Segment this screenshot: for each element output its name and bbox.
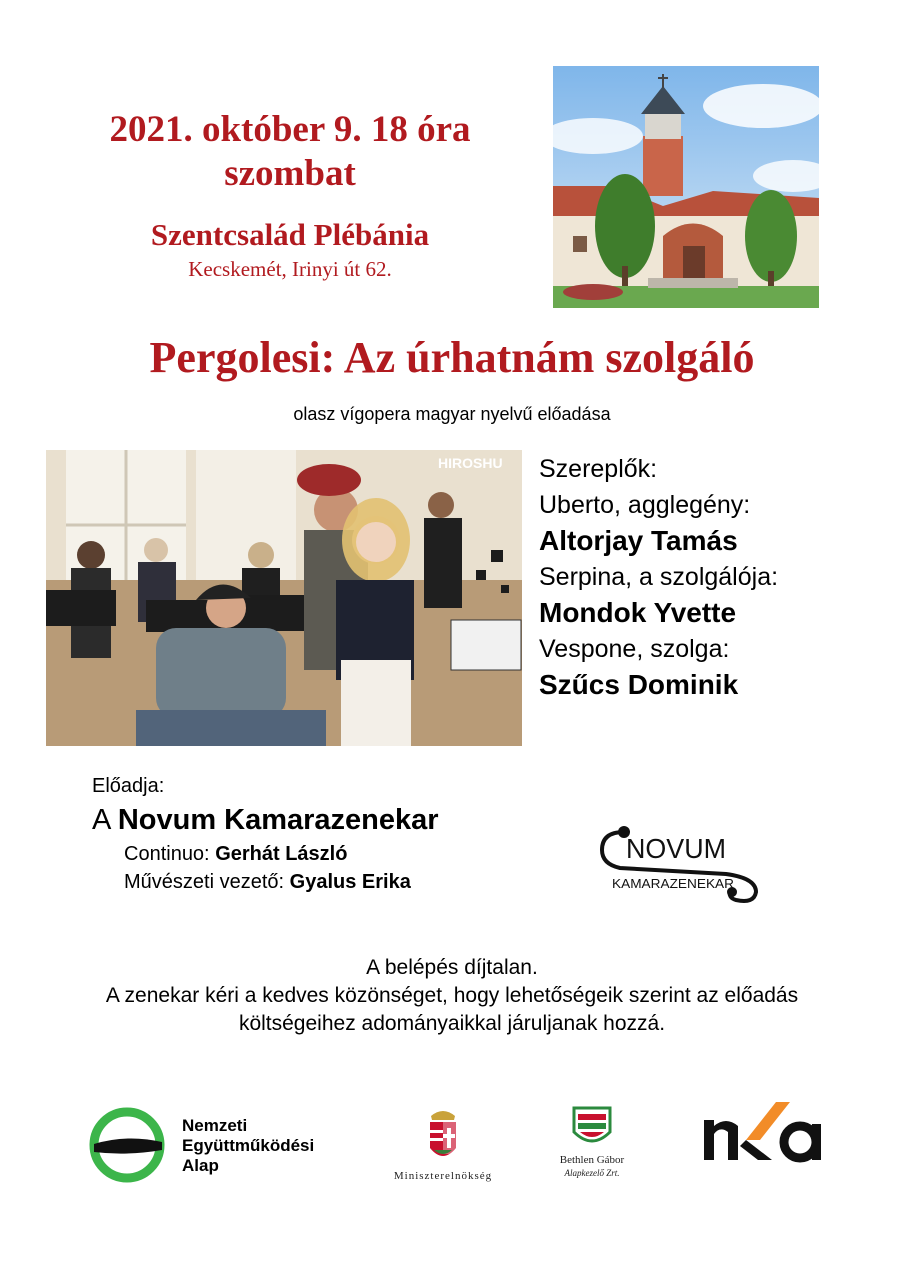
church-photo [553, 66, 819, 308]
performer-label: Előadja: [92, 775, 165, 797]
continuo-name: Gerhát László [215, 843, 348, 865]
cast-photo [46, 450, 522, 746]
nea-logo [88, 1106, 166, 1184]
novum-logo [596, 818, 768, 910]
cast-role: Serpina, a szolgálója: [539, 563, 779, 591]
cast-actor: Mondok Yvette [539, 597, 737, 628]
continuo-line [124, 840, 572, 868]
performer-section [92, 772, 572, 896]
continuo-label: Continuo: [124, 843, 210, 865]
event-date: 2021. október 9. 18 óra [109, 109, 471, 150]
admission-notice [0, 954, 904, 1038]
nka-logo [700, 1096, 830, 1170]
nea-name: Nemzeti Együttműködési Alap [182, 1116, 315, 1175]
cast-actor: Szűcs Dominik [539, 669, 739, 700]
bgaz-logo [546, 1104, 638, 1190]
government-logo [368, 1104, 518, 1186]
cast-actor: Altorjay Tamás [539, 525, 738, 556]
director-label: Művészeti vezető: [124, 871, 285, 893]
event-info [40, 108, 540, 284]
bgaz-name: Bethlen Gábor [559, 1154, 625, 1166]
government-label: Miniszterelnökség [393, 1170, 493, 1182]
notice-line: költségeihez adományaikkal járuljanak hozzá. [238, 1012, 666, 1035]
opera-subtitle: olasz vígopera magyar nyelvű előadása [293, 404, 611, 424]
event-address: Kecskemét, Irinyi út 62. [188, 257, 392, 281]
cast-list [539, 451, 879, 703]
event-venue: Szentcsalád Plébánia [150, 217, 430, 252]
ensemble-name: Novum Kamarazenekar [117, 804, 439, 836]
cast-role: Uberto, agglegény: [539, 491, 751, 519]
svg-text:NOVUM: NOVUM [626, 833, 726, 864]
cast-role: Vespone, szolga: [539, 635, 730, 663]
notice-line: A belépés díjtalan. [366, 956, 538, 979]
photo-watermark: HIROSHU [438, 455, 503, 471]
notice-line: A zenekar kéri a kedves közönséget, hogy lehetőségeik szerint az előadás [105, 984, 799, 1007]
event-day: szombat [224, 153, 356, 194]
director-line [124, 868, 572, 896]
cast-heading: Szereplők: [539, 455, 658, 483]
bgaz-subtitle: Alapkezelő Zrt. [564, 1168, 620, 1178]
svg-text:KAMARAZENEKAR: KAMARAZENEKAR [612, 876, 734, 891]
ensemble-line [92, 800, 572, 840]
director-name: Gyalus Erika [289, 871, 411, 893]
ensemble-prefix: A [92, 804, 110, 836]
opera-title: Pergolesi: Az úrhatnám szolgáló [149, 333, 755, 382]
